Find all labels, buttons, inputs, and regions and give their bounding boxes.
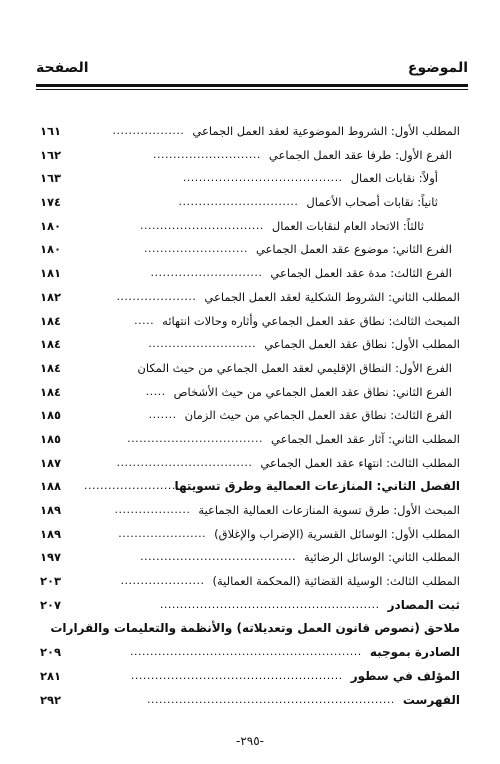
toc-entry-page: ١٨٥ [40, 431, 62, 446]
toc-entry-title: المطلب الأول: الوسائل القسرية (الإضراب والإغلاق) [214, 526, 460, 541]
toc-entry-title: المؤلف في سطور [350, 668, 460, 683]
toc-entry-page: ٢٩٢ [40, 692, 62, 707]
toc-entry [40, 572, 460, 596]
toc-entry [40, 146, 460, 170]
toc-leader-dots: ..... [134, 313, 155, 327]
toc-entry-title: المطلب الثاني: آثار عقد العمل الجماعي [271, 431, 460, 446]
toc-entry-title: أولاً: نقابات العمال [350, 171, 438, 186]
toc-entry-title: المطلب الثاني: الوسائل الرضائية [303, 550, 460, 565]
toc-leader-dots: .................................. [116, 455, 253, 469]
toc-entry-title: الصادرة بموجبه [369, 645, 460, 660]
toc-entry-page: ١٨٥ [40, 408, 62, 423]
toc-entry [40, 383, 460, 407]
toc-entry-title: الفصل الثاني: المنازعات العمالية وطرق تسويتها [174, 479, 460, 494]
toc-entry [40, 691, 460, 715]
toc-entry [40, 643, 460, 667]
toc-entry-page: ١٨٨ [40, 479, 62, 494]
toc-entry [40, 335, 460, 359]
toc-leader-dots: .................................. [127, 431, 263, 445]
toc-entry-title: المطلب الثالث: انتهاء عقد العمل الجماعي [260, 455, 460, 470]
toc-entry-title: الفرع الثالث: نطاق عقد العمل الجماعي من حيث الزمان [184, 408, 452, 423]
toc-entry [40, 193, 460, 217]
toc-entry [40, 288, 460, 312]
toc-leader-dots: ........................................ [182, 171, 343, 185]
toc-leader-dots: ............................ [150, 266, 263, 280]
toc-entry-page: ١٨١ [40, 266, 62, 281]
toc-entry-title: المطلب الثالث: الوسيلة القضائية (المحكمة العمالية) [212, 574, 460, 589]
toc-entry-page: ١٧٤ [40, 195, 62, 210]
toc-entry-title: الفرع الثاني: موضوع عقد العمل الجماعي [255, 242, 452, 257]
toc-leader-dots: .............................. [178, 195, 299, 209]
toc-leader-dots: ....... [148, 408, 177, 422]
toc-entry [40, 454, 460, 478]
toc-leader-dots: ................... [114, 503, 191, 516]
toc-entry-title: ثالثاً: الاتحاد العام لنقابات العمال [271, 218, 424, 233]
toc-leader-dots: ...................... [118, 526, 207, 540]
toc-leader-dots: ............................... [139, 218, 264, 232]
header-rule-thin [36, 89, 468, 90]
toc-entry-title: الفهرست [402, 692, 460, 707]
toc-entry [40, 359, 460, 383]
toc-leader-dots: .......................... [144, 242, 248, 256]
toc-entry [40, 430, 460, 454]
subject-heading: الموضوع [407, 60, 468, 76]
header-rule-thick [36, 84, 468, 87]
toc-entry-title: المطلب الثاني: الشروط الشكلية لعقد العمل الجماعي [204, 289, 460, 304]
toc-entry-page: ١٦١ [40, 124, 62, 138]
toc-entry-title: المطلب الأول: نطاق عقد العمل الجماعي [264, 337, 460, 352]
toc-entry-title: ثبت المصادر [387, 597, 460, 612]
toc-leader-dots: ..................................................... [130, 668, 343, 682]
toc-entry [40, 169, 460, 193]
toc-leader-dots: ........................... [152, 147, 261, 161]
toc-leader-dots: ........................... [84, 479, 192, 493]
toc-entry [40, 217, 460, 241]
toc-entry-title: المبحث الأول: طرق تسوية المنازعات العمالية الجماعية [198, 503, 460, 517]
toc-entry-page: ١٨٧ [40, 455, 62, 470]
toc-leader-dots: .................. [112, 124, 185, 137]
toc-entry-title: الفرع الثاني: نطاق عقد العمل الجماعي من حيث الأشخاص [173, 384, 452, 399]
header [36, 60, 468, 82]
toc-entry-title: المبحث الثالث: نطاق عقد العمل الجماعي وأثاره وحالات انتهائه [162, 313, 460, 328]
toc-entry-page: ١٨٩ [40, 526, 62, 541]
toc-entry-page: ١٨٤ [40, 313, 62, 328]
toc-entry [40, 312, 460, 336]
toc-leader-dots: ....................................... [140, 550, 296, 564]
toc-entry-page: ١٨٤ [40, 384, 62, 399]
toc-entry [40, 240, 460, 264]
toc-entry-page: ٢٠٣ [40, 574, 62, 589]
toc-leader-dots: ..................... [120, 574, 205, 588]
toc-entry-title: ملاحق (نصوص قانون العمل وتعديلاته) والأنظمة والتعليمات والقرارات [50, 621, 460, 636]
toc-entry-page: ١٨٢ [40, 289, 62, 304]
toc-entry-title: الفرع الأول: النطاق الإقليمي لعقد العمل الجماعي من حيث المكان [137, 360, 452, 375]
toc-entry-page: ١٦٢ [40, 147, 62, 162]
toc-entry [40, 477, 460, 501]
toc-leader-dots: ..... [145, 384, 166, 398]
toc-entry-title: الفرع الثالث: مدة عقد العمل الجماعي [270, 266, 452, 281]
toc-entry [40, 548, 460, 572]
toc-entry [40, 406, 460, 430]
toc-entry [40, 122, 460, 146]
toc-entry-page: ١٨٩ [40, 503, 62, 517]
table-of-contents [40, 122, 460, 714]
toc-leader-dots: ....................................................... [159, 597, 380, 611]
toc-entry-page: ١٦٣ [40, 171, 62, 186]
toc-entry [40, 264, 460, 288]
toc-entry-page: ١٨٠ [40, 218, 62, 233]
page-heading: الصفحة [36, 60, 89, 76]
toc-entry-page: ٢٠٩ [40, 645, 62, 660]
toc-entry-page: ١٨٤ [40, 360, 62, 375]
toc-entry-page: ١٩٧ [40, 550, 62, 565]
toc-entry [40, 667, 460, 691]
toc-entry [40, 619, 460, 643]
toc-leader-dots: .............................................................. [147, 692, 395, 706]
toc-leader-dots: .................... [116, 289, 197, 303]
toc-entry [40, 501, 460, 525]
page-number-footer: -٢٩٥- [235, 734, 265, 748]
toc-entry-page: ١٨٠ [40, 242, 62, 257]
toc-entry [40, 525, 460, 549]
toc-entry-page: ٢٨١ [40, 668, 62, 683]
toc-leader-dots: .......................................................... [130, 645, 362, 659]
toc-entry-title: ثانياً: نقابات أصحاب الأعمال [306, 195, 438, 210]
toc-entry-title: المطلب الأول: الشروط الموضوعية لعقد العمل الجماعي [192, 124, 460, 138]
toc-entry-page: ٢٠٧ [40, 597, 62, 612]
toc-entry-title: الفرع الأول: طرفا عقد العمل الجماعي [268, 147, 452, 162]
toc-entry [40, 596, 460, 620]
toc-entry-page: ١٨٤ [40, 337, 62, 352]
toc-leader-dots: ........................... [148, 337, 257, 351]
